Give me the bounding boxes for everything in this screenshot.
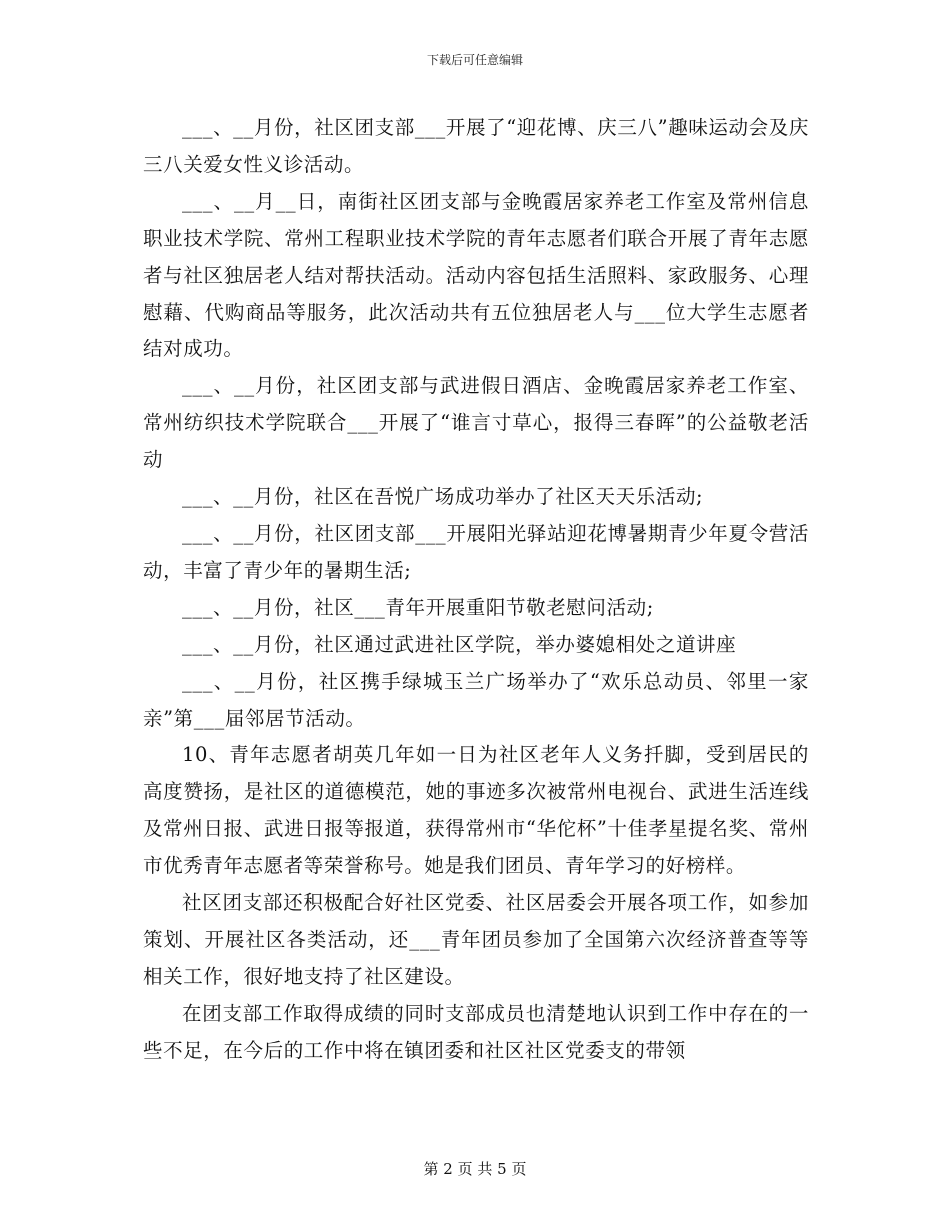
- page-header: 下载后可任意编辑: [426, 53, 523, 67]
- paragraph: ___、__月份，社区团支部与武进假日酒店、金晚霞居家养老工作室、常州纺织技术学院联合___开展了“谁言寸草心，报得三春晖”的公益敬老活动: [143, 374, 809, 472]
- paragraph: ___、__月份，社区在吾悦广场成功举办了社区天天乐活动;: [182, 485, 704, 509]
- paragraph: ___、__月份，社区___青年开展重阳节敬老慰问活动;: [182, 595, 654, 619]
- paragraph: ___、__月__日，南街社区团支部与金晚霞居家养老工作室及常州信息职业技术学院、常州工程职业技术学院的青年志愿者们联合开展了青年志愿者与社区独居老人结对帮扶活动。活动内容包括生活照料、家政服务、心理慰藉、代购商品等服务，此次活动共有五位独居老人与___位大学生志愿者结对成功。: [143, 189, 809, 361]
- page-number-footer: 第 2 页 共 5 页: [423, 1160, 527, 1178]
- paragraph: ___、__月份，社区携手绿城玉兰广场举办了“欢乐总动员、邻里一家亲”第___届邻居节活动。: [143, 669, 809, 730]
- paragraph: ___、__月份，社区团支部___开展阳光驿站迎花博暑期青少年夏令营活动，丰富了青少年的暑期生活;: [143, 521, 809, 582]
- paragraph: ___、__月份，社区团支部___开展了“迎花博、庆三八”趣味运动会及庆三八关爱女性义诊活动。: [143, 116, 809, 176]
- paragraph: 10、青年志愿者胡英几年如一日为社区老年人义务扦脚，受到居民的高度赞扬，是社区的道德模范，她的事迹多次被常州电视台、武进生活连线及常州日报、武进日报等报道，获得常州市“华佗杯”十佳孝星提名奖、常州市优秀青年志愿者等荣誉称号。她是我们团员、青年学习的好榜样。: [143, 743, 809, 878]
- document-body: [143, 110, 809, 1070]
- paragraph: 社区团支部还积极配合好社区党委、社区居委会开展各项工作，如参加策划、开展社区各类活动，还___青年团员参加了全国第六次经济普查等等相关工作，很好地支持了社区建设。: [143, 891, 809, 988]
- paragraph: 在团支部工作取得成绩的同时支部成员也清楚地认识到工作中存在的一些不足，在今后的工作中将在镇团委和社区社区党委支的带领: [143, 1001, 809, 1062]
- paragraph: ___、__月份，社区通过武进社区学院，举办婆媳相处之道讲座: [182, 632, 737, 656]
